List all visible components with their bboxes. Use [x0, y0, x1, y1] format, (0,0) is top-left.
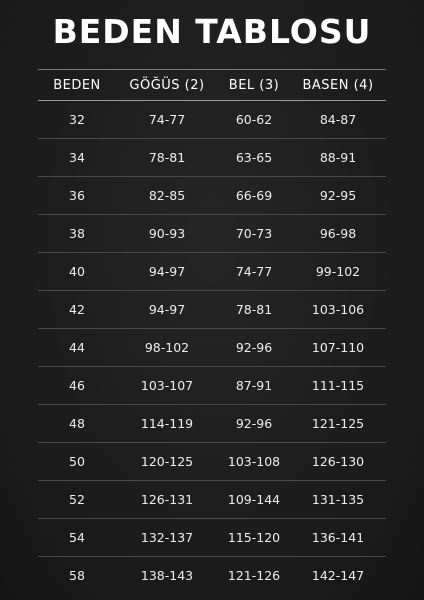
cell-size: 40: [38, 253, 116, 291]
table-row: [38, 101, 386, 139]
cell-chest: 74-77: [116, 101, 218, 139]
cell-size: 42: [38, 291, 116, 329]
table-body: [38, 101, 386, 595]
cell-size: 34: [38, 139, 116, 177]
header-waist: BEL (3): [218, 70, 290, 101]
cell-waist: 63-65: [218, 139, 290, 177]
table-row: [38, 329, 386, 367]
cell-hip: 111-115: [290, 367, 386, 405]
cell-waist: 74-77: [218, 253, 290, 291]
header-chest: GÖĞÜS (2): [116, 70, 218, 101]
cell-chest: 103-107: [116, 367, 218, 405]
table-row: [38, 519, 386, 557]
cell-size: 36: [38, 177, 116, 215]
cell-size: 58: [69, 568, 85, 583]
table-row: [38, 481, 386, 519]
cell-waist: 92-96: [218, 405, 290, 443]
cell-chest: 94-97: [116, 291, 218, 329]
cell-chest: 94-97: [116, 253, 218, 291]
cell-hip: 121-125: [290, 405, 386, 443]
cell-waist: 70-73: [218, 215, 290, 253]
cell-chest: 126-131: [116, 481, 218, 519]
cell-chest: 98-102: [116, 329, 218, 367]
size-chart-table: [38, 69, 386, 594]
table-header: [38, 70, 386, 101]
cell-waist: 66-69: [218, 177, 290, 215]
cell-size: 38: [38, 215, 116, 253]
cell-size: 48: [38, 405, 116, 443]
cell-hip: 96-98: [290, 215, 386, 253]
cell-chest: 78-81: [116, 139, 218, 177]
table-row: [38, 405, 386, 443]
cell-hip: 103-106: [290, 291, 386, 329]
cell-chest: 114-119: [116, 405, 218, 443]
cell-size: 50: [38, 443, 116, 481]
cell-waist: 92-96: [218, 329, 290, 367]
cell-chest: 120-125: [116, 443, 218, 481]
cell-chest: 90-93: [116, 215, 218, 253]
page-title: BEDEN TABLOSU: [52, 12, 372, 51]
cell-hip: 107-110: [290, 329, 386, 367]
cell-waist: 109-144: [218, 481, 290, 519]
table-row: [38, 367, 386, 405]
cell-waist: 78-81: [218, 291, 290, 329]
cell-size: 52: [38, 481, 116, 519]
cell-waist: 121-126: [227, 568, 281, 583]
cell-hip: 84-87: [290, 101, 386, 139]
cell-size: 46: [38, 367, 116, 405]
cell-hip: 131-135: [290, 481, 386, 519]
cell-size: 54: [38, 519, 116, 557]
cell-size: 44: [38, 329, 116, 367]
cell-size: 32: [38, 101, 116, 139]
cell-hip: 126-130: [290, 443, 386, 481]
table-row: [38, 253, 386, 291]
cell-chest: 82-85: [116, 177, 218, 215]
cell-hip: 136-141: [290, 519, 386, 557]
table-row: [38, 557, 386, 595]
cell-hip: 88-91: [290, 139, 386, 177]
cell-waist: 87-91: [218, 367, 290, 405]
cell-chest: 138-143: [140, 568, 194, 583]
header-size: BEDEN: [38, 70, 116, 101]
table-row: [38, 215, 386, 253]
header-hip: BASEN (4): [290, 70, 386, 101]
table-row: [38, 177, 386, 215]
table-row: [38, 139, 386, 177]
cell-waist: 115-120: [218, 519, 290, 557]
cell-hip: 142-147: [311, 568, 365, 583]
table-row: [38, 291, 386, 329]
cell-hip: 99-102: [290, 253, 386, 291]
cell-waist: 60-62: [218, 101, 290, 139]
header-row: [38, 70, 386, 101]
table-row: [38, 443, 386, 481]
cell-hip: 92-95: [290, 177, 386, 215]
cell-waist: 103-108: [218, 443, 290, 481]
cell-chest: 132-137: [116, 519, 218, 557]
